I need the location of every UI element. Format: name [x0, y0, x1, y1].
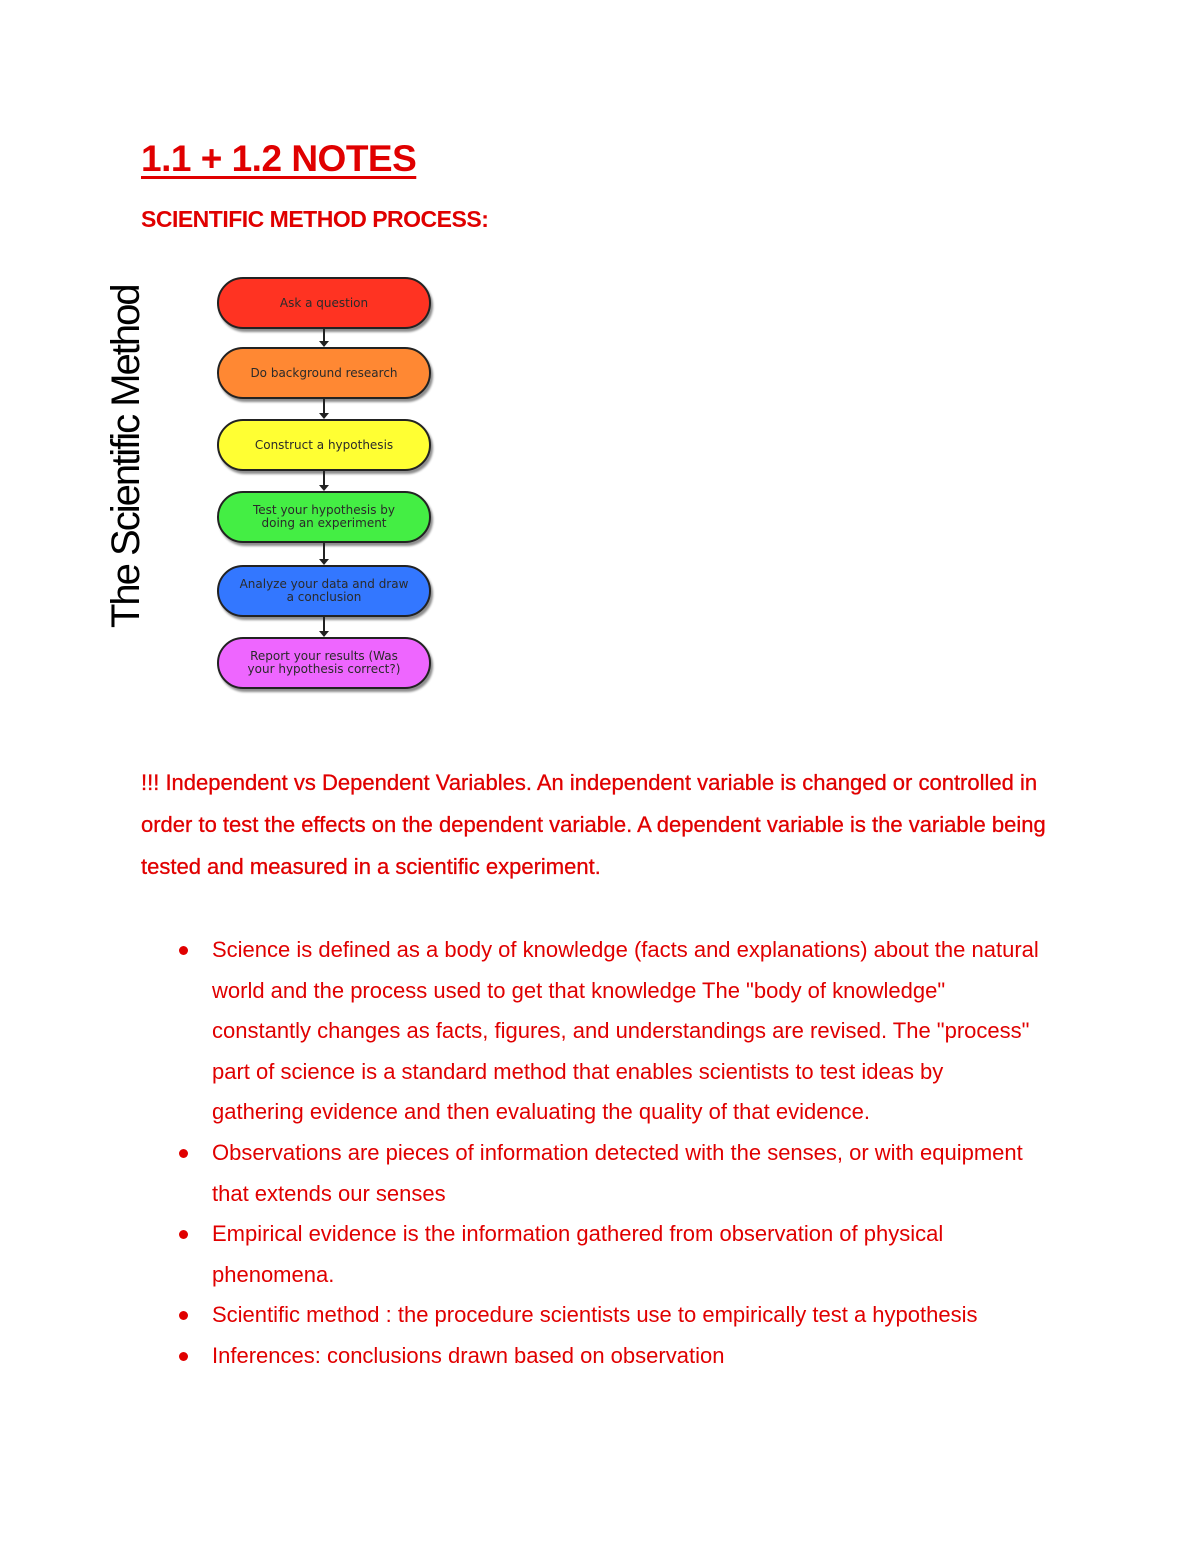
flow-step-analyze-data: Analyze your data and draw a conclusion — [217, 565, 431, 617]
bullet-text: Science is defined as a body of knowledge (facts and explanations) about the natural world and the process used to get that knowledge The "body of knowledge" constantly changes as facts, figures, and understandings are revised. The "process" part of science is a standard method that enables scientists to test ideas by gathering evidence and then evaluating the quality of that evidence. — [212, 937, 1039, 1125]
bullet-dot-icon — [179, 946, 188, 955]
bullet-text: Scientific method : the procedure scientists use to empirically test a hypothesis — [212, 1302, 978, 1328]
figure-side-title: The Scientific Method — [104, 285, 148, 628]
flow-arrow — [323, 399, 325, 417]
flow-step-report-results: Report your results (Was your hypothesis correct?) — [217, 637, 431, 689]
list-item — [141, 1336, 1041, 1377]
bullet-dot-icon — [179, 1230, 188, 1239]
flow-step-construct-hypothesis: Construct a hypothesis — [217, 419, 431, 471]
list-item — [141, 1295, 1041, 1336]
flow-step-test-hypothesis: Test your hypothesis by doing an experiment — [217, 491, 431, 543]
notes-bullet-list — [141, 930, 1041, 1377]
list-item — [141, 1133, 1041, 1214]
bullet-dot-icon — [179, 1149, 188, 1158]
bullet-dot-icon — [179, 1352, 188, 1361]
section-heading: SCIENTIFIC METHOD PROCESS: — [141, 206, 489, 232]
flow-step-background-research: Do background research — [217, 347, 431, 399]
list-item — [141, 930, 1041, 1133]
bullet-text: Empirical evidence is the information gathered from observation of physical phenomena. — [212, 1221, 944, 1287]
flow-arrow — [323, 471, 325, 489]
flow-step-ask-question: Ask a question — [217, 277, 431, 329]
flow-arrow — [323, 543, 325, 563]
list-item — [141, 1214, 1041, 1295]
bullet-text: Observations are pieces of information detected with the senses, or with equipment that extends our senses — [212, 1139, 1023, 1206]
bullet-dot-icon — [179, 1311, 188, 1320]
variables-paragraph: !!! Independent vs Dependent Variables. An independent variable is changed or controlled in order to test the effects on the dependent variable. A dependent variable is the variable being tested and measured in a scientific experiment. — [141, 770, 1046, 879]
page-title: 1.1 + 1.2 NOTES — [141, 138, 417, 179]
flow-arrow — [323, 329, 325, 345]
bullet-text: Inferences: conclusions drawn based on observation — [212, 1342, 725, 1368]
flow-arrow — [323, 617, 325, 635]
